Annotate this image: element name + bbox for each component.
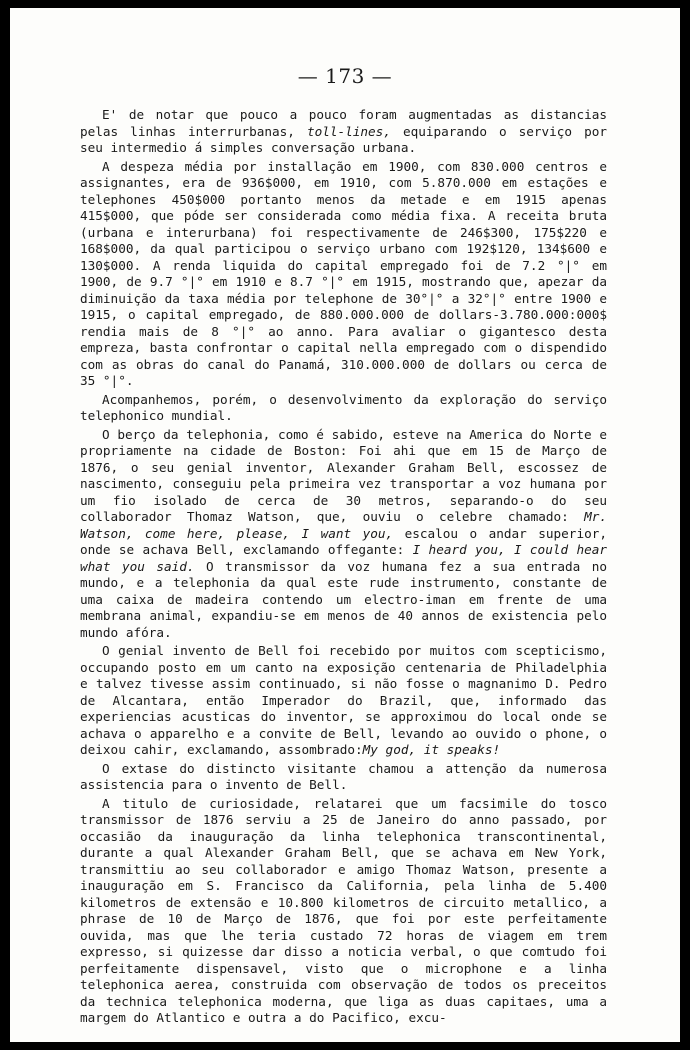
body-text xyxy=(80,107,607,1027)
italic-phrase: toll-lines, xyxy=(306,123,391,139)
paragraph: E' de notar que pouco a pouco foram augmentadas as distancias pelas linhas interrurbanas, toll-lines, equiparando o serviço por seu intermedio á simples conversação urbana. xyxy=(80,107,607,155)
italic-phrase: I heard you, I could hear what you said. xyxy=(80,542,607,574)
page-number: — 173 — xyxy=(297,64,393,88)
italic-phrase: My god, it speaks! xyxy=(362,742,501,757)
italic-phrase: Mr. Watson, come here, please, I want you, xyxy=(80,509,607,541)
paragraph: O genial invento de Bell foi recebido por muitos com scepticismo, occupando posto em um canto na exposição centenaria de Philadelphia e talvez tivesse assim continuado, si não fosse o magnanimo D. Pedro de Alcantara, então Imperador do Brazil, que, informado das experiencias acusticas do inventor, se approximou do local onde se achava o apparelho e a convite de Bell, levando ao ouvido o phone, o deixou cahir, exclamando, assombrado:My god, it speaks! xyxy=(80,643,607,757)
paragraph: A despeza média por installação em 1900, com 830.000 centros e assignantes, era de 936$000, em 1910, com 5.870.000 em estações e telephones 450$000 portanto menos da metade e em 1915 apenas 415$000, que póde ser considerada como média fixa. A receita bruta (urbana e interurbana) foi respectivamente de 246$300, 175$220 e 168$000, da qual participou o serviço urbano com 192$120, 134$600 e 130$000. A renda liquida do capital empregado foi de 7.2 °|° em 1900, de 9.7 °|° em 1910 e 8.7 °|° em 1915, mostrando que, apezar da diminuição da taxa média por telephone de 30°|° a 32°|° entre 1900 e 1915, o capital empregado, de 880.000.000 de dollars-3.780.000:000$ rendia mais de 8 °|° ao anno. Para avaliar o gigantesco desta empreza, basta confrontar o capital nella empregado com o dispendido com as obras do canal do Panamá, 310.000.000 de dollars ou cerca de 35 °|°. xyxy=(80,158,607,388)
paragraph: O berço da telephonia, como é sabido, esteve na America do Norte e propriamente na cidade de Boston: Foi ahi que em 15 de Março de 1876, o seu genial inventor, Alexander Graham Bell, escossez de nascimento, conseguiu pela primeira vez transportar a voz humana por um fio isolado de cerca de 30 metros, separando-o do seu collaborador Thomaz Watson, que, ouviu o celebre chamado: Mr. Watson, come here, please, I want you, escalou o andar superior, onde se achava Bell, exclamando offegante: I heard you, I could hear what you said. O transmissor da voz humana fez a sua entrada no mundo, e a telephonia da qual este rude instrumento, constante de uma caixa de madeira contendo um electro-iman em frente de uma membrana animal, expandiu-se em menos de 40 annos de existencia pelo mundo afóra. xyxy=(80,426,607,640)
scanned-page xyxy=(10,8,680,1042)
paragraph: A titulo de curiosidade, relatarei que um facsimile do tosco transmissor de 1876 serviu a 25 de Janeiro do anno passado, por occasião da inauguração da linha telephonica transcontinental, durante a qual Alexander Graham Bell, que se achava em New York, transmittiu ao seu collaborador e amigo Thomaz Watson, presente a inauguração em S. Francisco da California, pela linha de 5.400 kilometros de extensão e 10.800 kilometros de circuito metallico, a phrase de 10 de Março de 1876, que foi por este perfeitamente ouvida, mas que lhe teria custado 72 horas de viagem em trem expresso, si quizesse dar disso a noticia verbal, o que comtudo foi perfeitamente dispensavel, visto que o microphone e a linha telephonica aerea, construida com observação de todos os preceitos da technica telephonica moderna, que liga as duas capitaes, uma a margem do Atlantico e outra a do Pacifico, excu- xyxy=(80,795,607,1025)
paragraph: Acompanhemos, porém, o desenvolvimento da exploração do serviço telephonico mundial. xyxy=(80,391,607,423)
paragraph: O extase do distincto visitante chamou a attenção da numerosa assistencia para o invento de Bell. xyxy=(80,760,607,792)
